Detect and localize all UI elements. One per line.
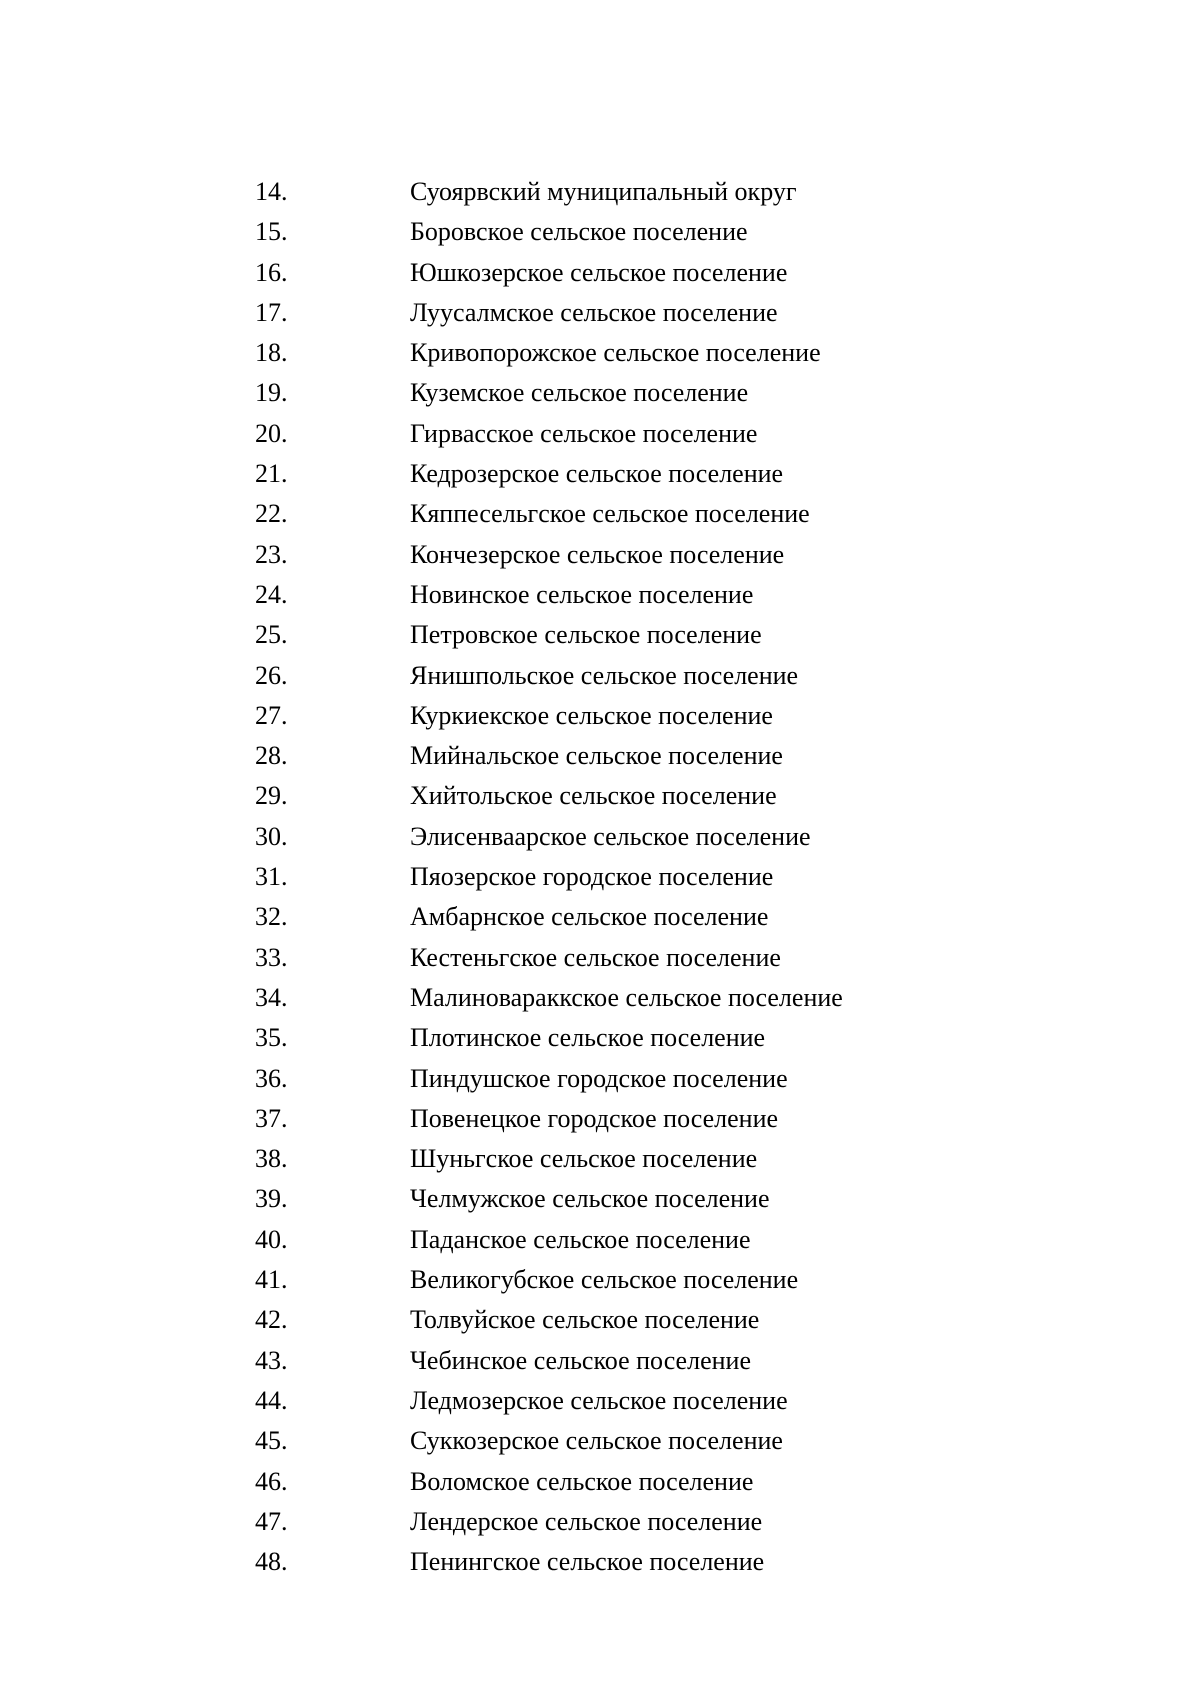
item-name: Лендерское сельское поселение: [410, 1506, 763, 1536]
item-name: Хийтольское сельское поселение: [410, 781, 777, 811]
item-name: Элисенваарское сельское поселение: [410, 821, 811, 851]
list-item: [255, 212, 1055, 252]
item-number: 24.: [255, 579, 288, 609]
list-item: [255, 776, 1055, 816]
item-name: Кончезерское сельское поселение: [410, 539, 785, 569]
item-name: Челмужское сельское поселение: [410, 1184, 770, 1214]
item-number: 44.: [255, 1385, 288, 1415]
item-number: 40.: [255, 1224, 288, 1254]
list-item: [255, 1018, 1055, 1058]
item-name: Пяозерское городское поселение: [410, 862, 774, 892]
item-number: 35.: [255, 1023, 288, 1053]
item-number: 27.: [255, 700, 288, 730]
list-item: [255, 414, 1055, 454]
list-item: [255, 1260, 1055, 1300]
item-name: Чебинское сельское поселение: [410, 1345, 751, 1375]
item-name: Куземское сельское поселение: [410, 378, 749, 408]
item-name: Гирвасское сельское поселение: [410, 418, 758, 448]
item-name: Кестеньгское сельское поселение: [410, 942, 781, 972]
item-name: Толвуйское сельское поселение: [410, 1305, 760, 1335]
list-item: [255, 293, 1055, 333]
list-item: [255, 494, 1055, 534]
item-name: Малиновараккское сельское поселение: [410, 982, 843, 1012]
item-name: Юшкозерское сельское поселение: [410, 257, 788, 287]
item-number: 14.: [255, 177, 288, 206]
item-number: 37.: [255, 1103, 288, 1133]
list-item: [255, 1059, 1055, 1099]
list-item: [255, 172, 1055, 212]
list-item: [255, 978, 1055, 1018]
item-number: 42.: [255, 1305, 288, 1335]
list-item: [255, 1099, 1055, 1139]
list-item: [255, 817, 1055, 857]
item-number: 20.: [255, 418, 288, 448]
item-number: 36.: [255, 1063, 288, 1093]
item-name: Великогубское сельское поселение: [410, 1265, 799, 1295]
list-item: [255, 857, 1055, 897]
list-item: [255, 615, 1055, 655]
list-item: [255, 1220, 1055, 1260]
item-name: Петровское сельское поселение: [410, 620, 762, 650]
list-item: [255, 1421, 1055, 1461]
item-number: 45.: [255, 1426, 288, 1456]
item-name: Суоярвский муниципальный округ: [410, 177, 797, 206]
item-name: Плотинское сельское поселение: [410, 1023, 766, 1053]
item-name: Амбарнское сельское поселение: [410, 902, 769, 932]
list-item: [255, 454, 1055, 494]
item-name: Мийнальское сельское поселение: [410, 741, 783, 771]
item-number: 38.: [255, 1144, 288, 1174]
item-name: Луусалмское сельское поселение: [410, 297, 778, 327]
item-number: 16.: [255, 257, 288, 287]
item-number: 46.: [255, 1466, 288, 1496]
item-number: 15.: [255, 217, 288, 247]
item-name: Шуньгское сельское поселение: [410, 1144, 758, 1174]
item-number: 21.: [255, 459, 288, 489]
item-name: Куркиекское сельское поселение: [410, 700, 773, 730]
item-number: 47.: [255, 1506, 288, 1536]
item-number: 23.: [255, 539, 288, 569]
item-number: 32.: [255, 902, 288, 932]
item-name: Ледмозерское сельское поселение: [410, 1385, 788, 1415]
list-item: [255, 575, 1055, 615]
list-item: [255, 535, 1055, 575]
item-name: Новинское сельское поселение: [410, 579, 754, 609]
item-number: 48.: [255, 1547, 288, 1577]
item-number: 22.: [255, 499, 288, 529]
item-number: 43.: [255, 1345, 288, 1375]
list-item: [255, 1139, 1055, 1179]
item-number: 28.: [255, 741, 288, 771]
item-number: 18.: [255, 338, 288, 368]
item-name: Повенецкое городское поселение: [410, 1103, 779, 1133]
item-number: 17.: [255, 297, 288, 327]
item-number: 30.: [255, 821, 288, 851]
item-number: 39.: [255, 1184, 288, 1214]
list-item: [255, 897, 1055, 937]
list-item: [255, 1179, 1055, 1219]
list-item: [255, 938, 1055, 978]
item-name: Боровское сельское поселение: [410, 217, 748, 247]
list-item: [255, 1542, 1055, 1582]
list-item: [255, 736, 1055, 776]
list-item: [255, 1300, 1055, 1340]
item-number: 41.: [255, 1265, 288, 1295]
item-name: Паданское сельское поселение: [410, 1224, 751, 1254]
item-name: Кедрозерское сельское поселение: [410, 459, 784, 489]
item-number: 31.: [255, 862, 288, 892]
item-name: Пиндушское городское поселение: [410, 1063, 788, 1093]
item-name: Суккозерское сельское поселение: [410, 1426, 783, 1456]
item-name: Воломское сельское поселение: [410, 1466, 754, 1496]
item-number: 29.: [255, 781, 288, 811]
item-number: 25.: [255, 620, 288, 650]
item-number: 26.: [255, 660, 288, 690]
list-item: [255, 333, 1055, 373]
item-name: Кяппесельгское сельское поселение: [410, 499, 810, 529]
list-item: [255, 1381, 1055, 1421]
list-item: [255, 373, 1055, 413]
item-name: Янишпольское сельское поселение: [410, 660, 799, 690]
item-number: 19.: [255, 378, 288, 408]
list-item: [255, 1462, 1055, 1502]
settlement-list: [255, 172, 1055, 1582]
item-name: Кривопорожское сельское поселение: [410, 338, 821, 368]
list-item: [255, 1341, 1055, 1381]
item-number: 33.: [255, 942, 288, 972]
list-item: [255, 1502, 1055, 1542]
list-item: [255, 656, 1055, 696]
list-item: [255, 696, 1055, 736]
item-name: Пенингское сельское поселение: [410, 1547, 765, 1577]
item-number: 34.: [255, 982, 288, 1012]
list-item: [255, 253, 1055, 293]
